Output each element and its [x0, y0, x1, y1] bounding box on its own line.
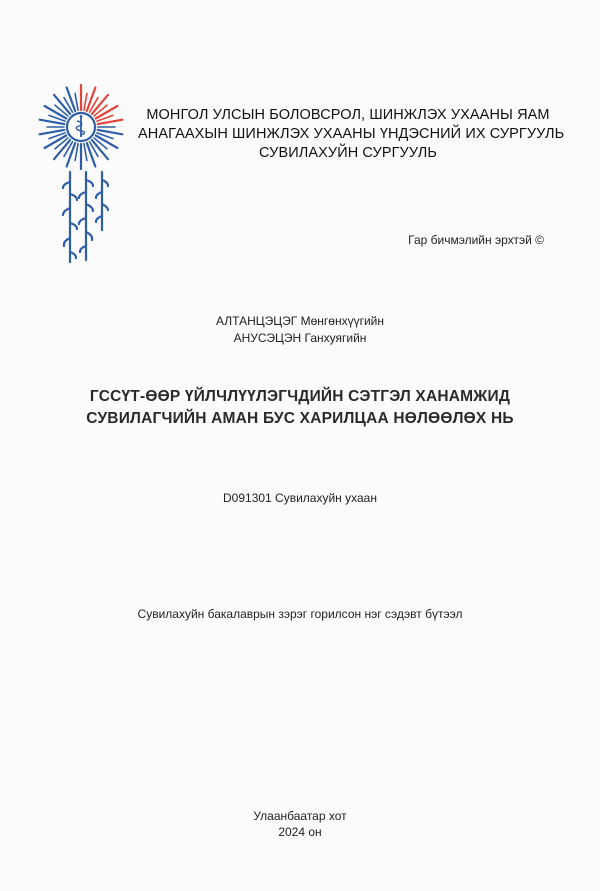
institution-header	[138, 106, 565, 163]
university-emblem-icon	[38, 84, 124, 170]
degree-note: Сувилахуйн бакалаврын зэрэг горилсон нэг сэдэвт бүтээл	[137, 607, 463, 621]
year: 2024 он	[278, 825, 322, 839]
author-name: АНУСЭЦЭН Ганхуягийн	[233, 331, 367, 345]
place-and-year	[0, 808, 600, 840]
authors-block	[0, 313, 600, 347]
university-name: АНАГААХЫН ШИНЖЛЭХ УХААНЫ ҮНДЭСНИЙ ИХ СУРГУУЛЬ	[138, 126, 565, 142]
author-name: АЛТАНЦЭЦЭГ Мөнгөнхүүгийн	[216, 314, 384, 328]
thesis-title	[40, 386, 560, 430]
mongolian-script-logotype	[56, 168, 114, 268]
ministry-name: МОНГОЛ УЛСЫН БОЛОВСРОЛ, ШИНЖЛЭХ УХААНЫ ЯАМ	[146, 107, 550, 123]
city: Улаанбаатар хот	[253, 809, 347, 823]
program-code: D091301 Сувилахуйн ухаан	[223, 491, 377, 505]
copyright-notice: Гар бичмэлийн эрхтэй ©	[408, 233, 544, 247]
thesis-title-line: ГССҮТ-ӨӨР ҮЙЛЧЛҮҮЛЭГЧДИЙН СЭТГЭЛ ХАНАМЖИД	[89, 388, 511, 405]
school-name: СУВИЛАХУЙН СУРГУУЛЬ	[259, 145, 437, 161]
thesis-title-line: СУВИЛАГЧИЙН АМАН БУС ХАРИЛЦАА НӨЛӨӨЛӨХ НЬ	[86, 410, 514, 427]
